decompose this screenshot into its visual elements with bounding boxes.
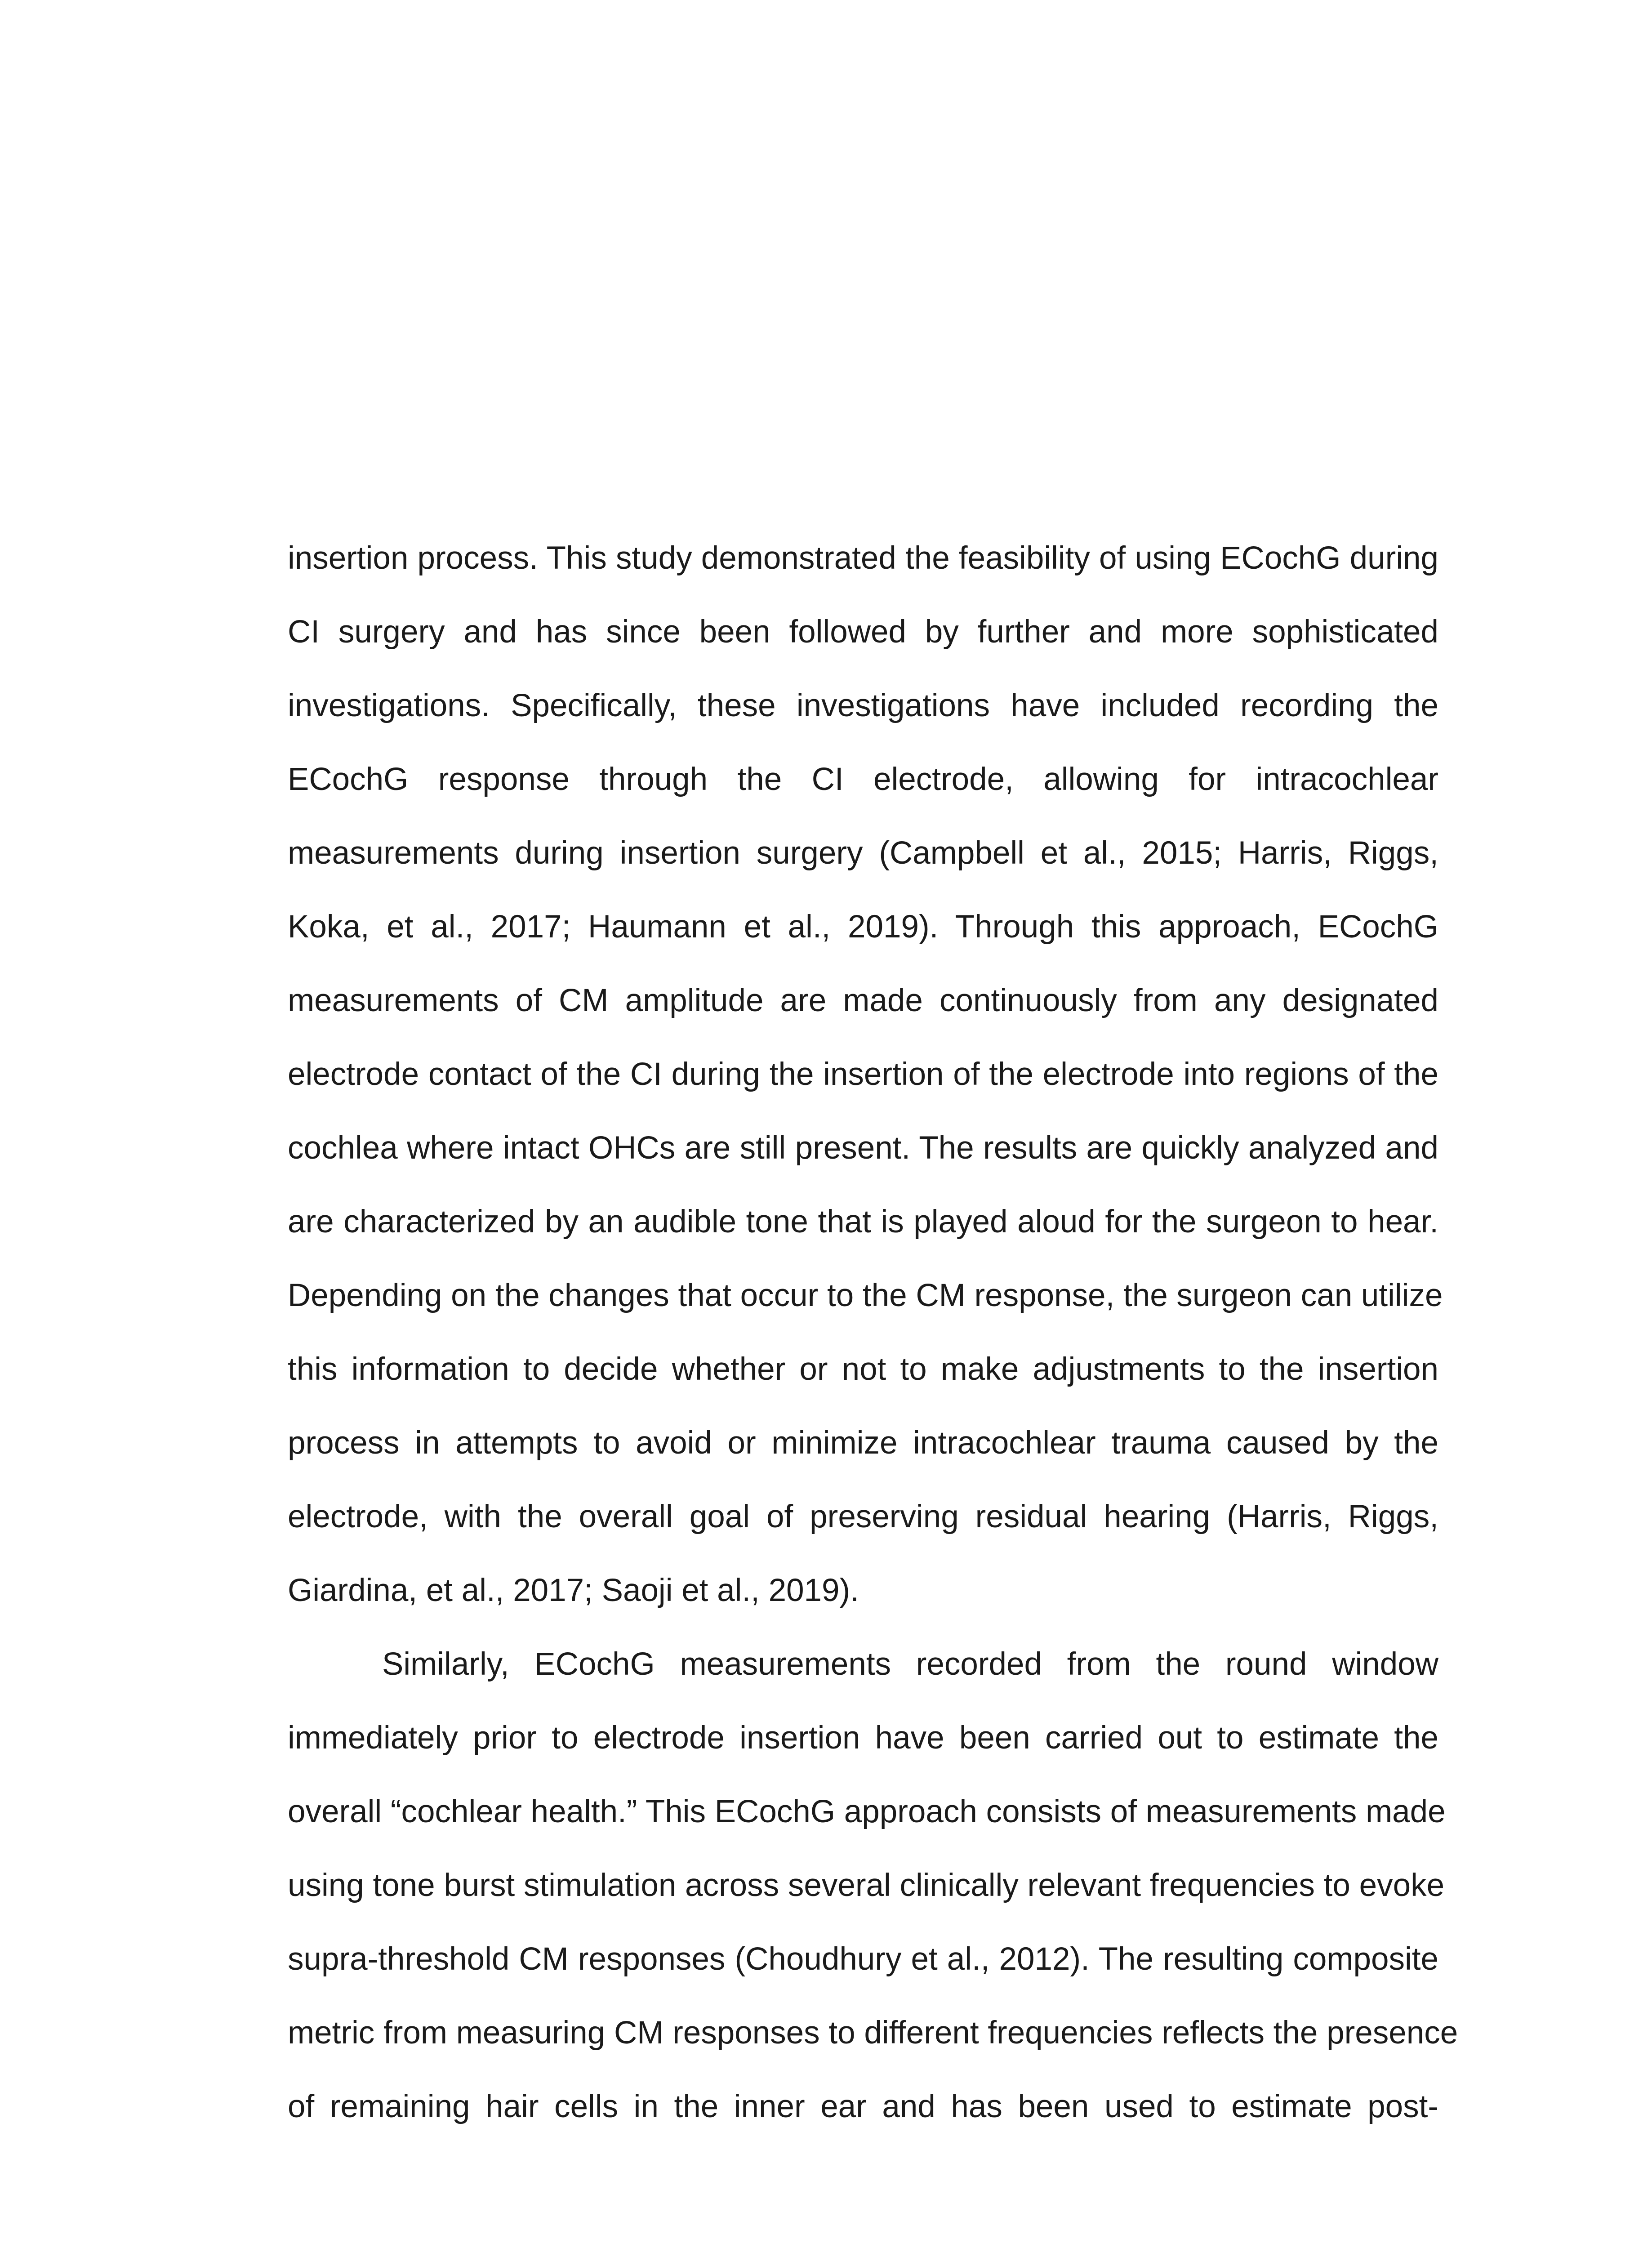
paragraph-end-line: Giardina, et al., 2017; Saoji et al., 2019).: [288, 1573, 859, 1608]
text-line: Koka, et al., 2017; Haumann et al., 2019). Through this approach, ECochG: [288, 909, 1438, 945]
text-line: measurements of CM amplitude are made continuously from any designated: [288, 983, 1438, 1018]
text-line: supra-threshold CM responses (Choudhury et al., 2012). The resulting composite: [288, 1941, 1438, 1977]
body-text: [288, 522, 1458, 2144]
text-line: electrode, with the overall goal of preserving residual hearing (Harris, Riggs,: [288, 1499, 1438, 1534]
text-line: of remaining hair cells in the inner ear and has been used to estimate post-: [288, 2089, 1438, 2124]
text-line: this information to decide whether or not to make adjustments to the insertion: [288, 1351, 1438, 1387]
text-line: overall “cochlear health.” This ECochG approach consists of measurements made: [288, 1794, 1446, 1829]
text-line: CI surgery and has since been followed by further and more sophisticated: [288, 614, 1438, 650]
text-line: ECochG response through the CI electrode, allowing for intracochlear: [288, 762, 1438, 797]
text-line: metric from measuring CM responses to different frequencies reflects the presence: [288, 2015, 1458, 2051]
paragraph-start-line: Similarly, ECochG measurements recorded from the round window: [382, 1646, 1438, 1682]
text-line: cochlea where intact OHCs are still present. The results are quickly analyzed and: [288, 1130, 1438, 1166]
text-line: investigations. Specifically, these investigations have included recording the: [288, 688, 1438, 723]
text-line: insertion process. This study demonstrated the feasibility of using ECochG during: [288, 540, 1438, 576]
text-line: using tone burst stimulation across several clinically relevant frequencies to evoke: [288, 1868, 1445, 1903]
text-line: electrode contact of the CI during the insertion of the electrode into regions of the: [288, 1057, 1438, 1092]
text-line: process in attempts to avoid or minimize intracochlear trauma caused by the: [288, 1425, 1438, 1461]
text-line: measurements during insertion surgery (Campbell et al., 2015; Harris, Riggs,: [288, 835, 1438, 871]
text-line: are characterized by an audible tone that is played aloud for the surgeon to hear.: [288, 1204, 1438, 1240]
text-line: immediately prior to electrode insertion have been carried out to estimate the: [288, 1720, 1438, 1756]
text-line: Depending on the changes that occur to the CM response, the surgeon can utilize: [288, 1278, 1443, 1313]
